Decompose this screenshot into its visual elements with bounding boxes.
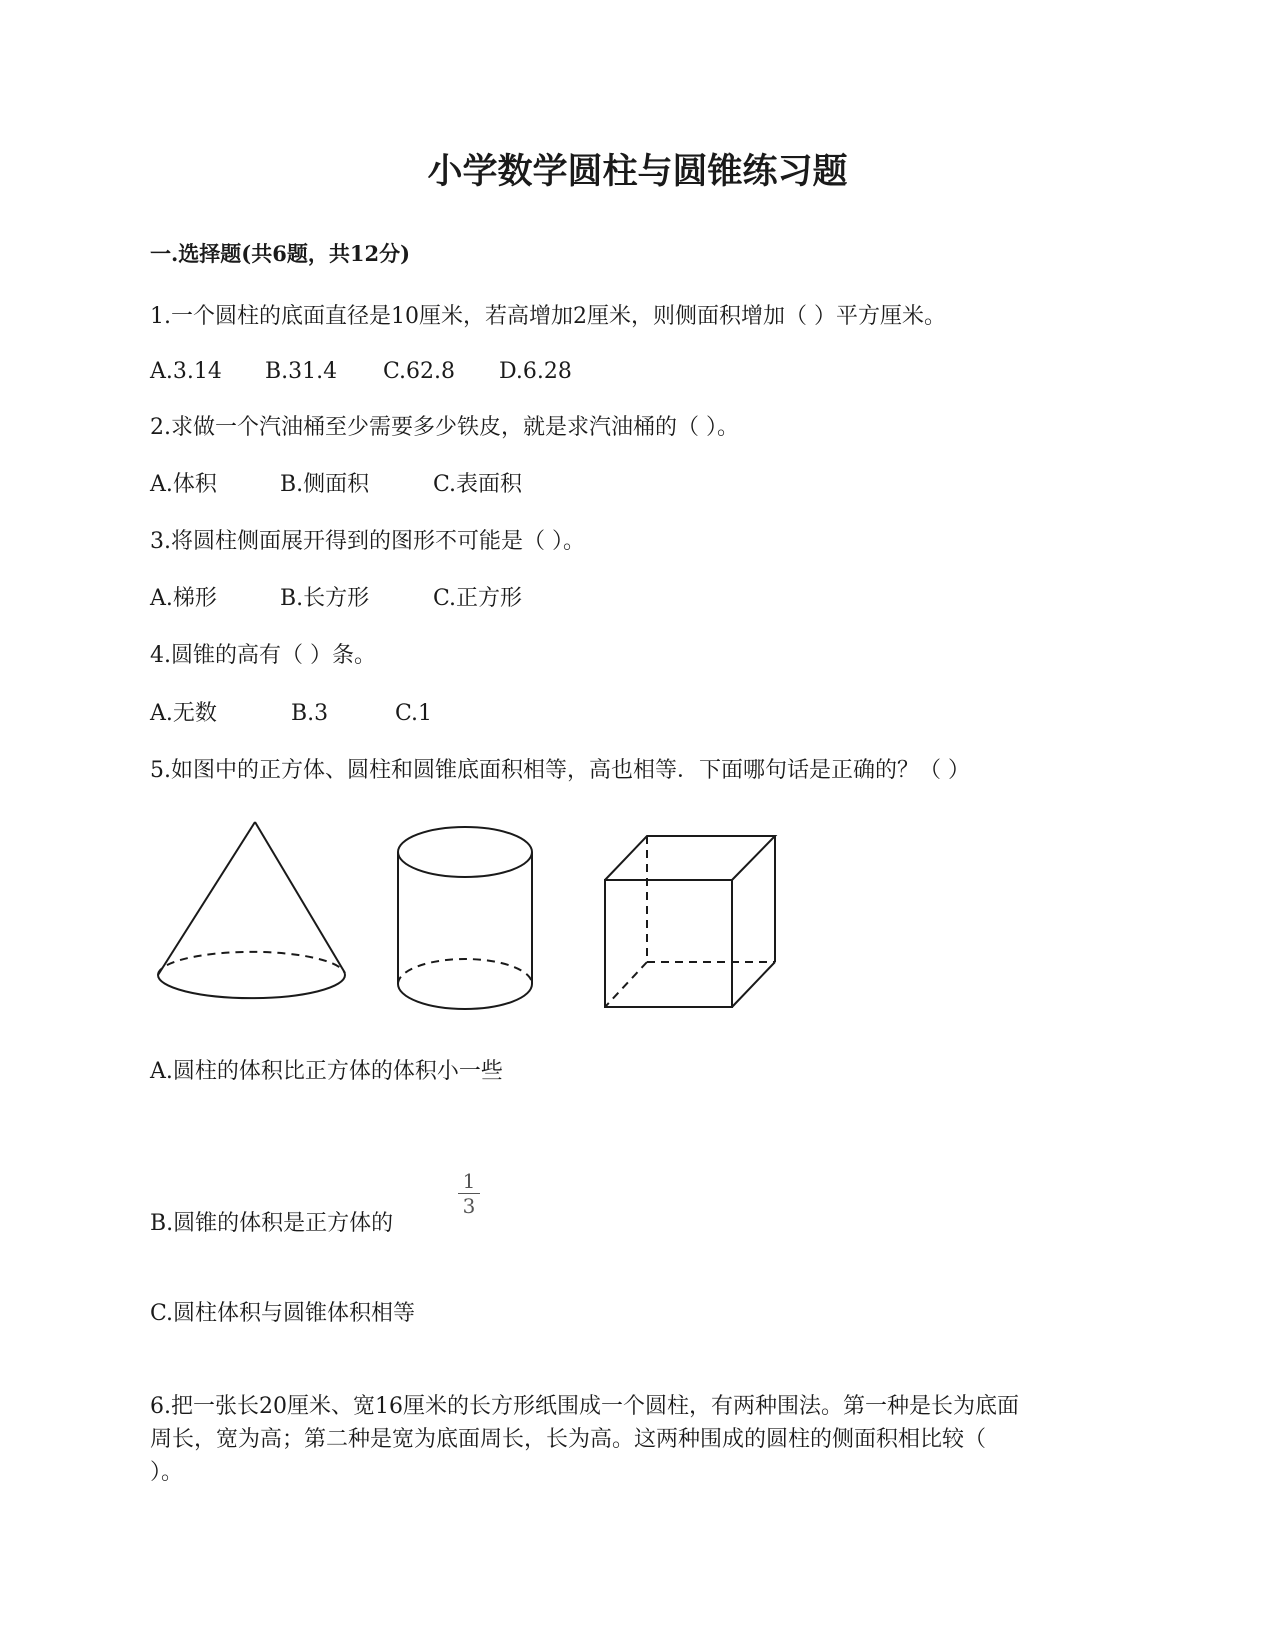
q3-option-b: B.长方形 [280,586,370,611]
q5-option-b: B.圆锥的体积是正方体的 [150,1211,394,1236]
q1-option-b: B.31.4 [265,359,338,384]
question-6-line-3: ）。 [150,1460,184,1485]
cube-shape [605,836,775,1007]
q3-option-a: A.梯形 [150,586,217,611]
question-2: 2.求做一个汽油桶至少需要多少铁皮，就是求汽油桶的（ ）。 [150,415,739,440]
question-1: 1.一个圆柱的底面直径是10厘米，若高增加2厘米，则侧面积增加（ ）平方厘米。 [150,304,946,329]
q4-option-b: B.3 [291,701,329,726]
q2-option-a: A.体积 [150,472,217,497]
section-heading: 一.选择题(共6题，共12分) [150,241,411,266]
q2-option-b: B.侧面积 [280,472,370,497]
question-3: 3.将圆柱侧面展开得到的图形不可能是（ ）。 [150,529,585,554]
q2-option-c: C.表面积 [433,472,523,497]
q1-option-a: A.3.14 [150,359,222,384]
cylinder-shape [398,827,532,1009]
q4-option-c: C.1 [395,701,433,726]
fraction-one-third [456,1170,482,1217]
q5-option-a: A.圆柱的体积比正方体的体积小一些 [150,1059,503,1084]
geometry-figure [150,810,790,1020]
q3-option-c: C.正方形 [433,586,523,611]
q5-option-c: C.圆柱体积与圆锥体积相等 [150,1301,416,1326]
question-6-line-2: 周长，宽为高；第二种是宽为底面周长，长为高。这两种围成的圆柱的侧面积相比较（ [150,1427,987,1452]
question-6-line-1: 6.把一张长20厘米、宽16厘米的长方形纸围成一个圆柱，有两种围法。第一种是长为底面 [150,1394,1019,1419]
question-4: 4.圆锥的高有（ ）条。 [150,643,376,668]
q1-option-c: C.62.8 [383,359,456,384]
q1-option-d: D.6.28 [499,359,572,384]
fraction-denominator: 3 [462,1194,476,1218]
fraction-numerator: 1 [462,1169,476,1193]
q4-option-a: A.无数 [150,701,217,726]
document-title: 小学数学圆柱与圆锥练习题 [427,151,848,192]
cone-shape [158,822,345,998]
question-5: 5.如图中的正方体、圆柱和圆锥底面积相等，高也相等．下面哪句话是正确的？（ ） [150,758,970,783]
